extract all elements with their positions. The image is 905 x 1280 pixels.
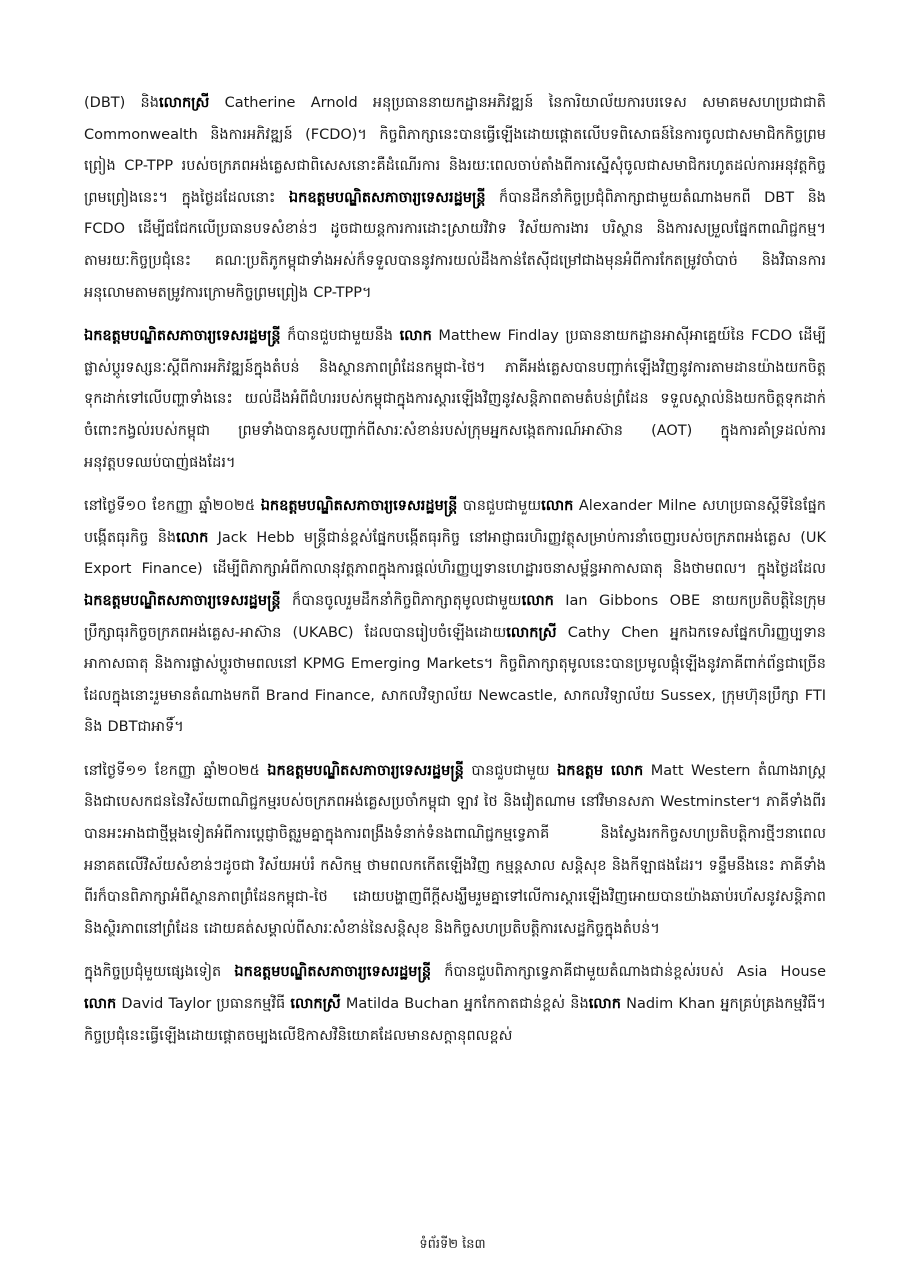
bold-honorific: លោក [541, 498, 574, 515]
bold-honorific: លោកស្រី [290, 996, 341, 1013]
body-paragraph [84, 321, 826, 479]
bold-honorific: លោក [84, 996, 117, 1013]
paragraph-text: Cathy Chen អ្នកឯកទេសផ្នែកហិរញ្ញប្បទានអាកាសធាតុ និងការផ្លាស់ប្ដូរថាមពលនៅ KPMG Emerging Markets។ កិច្ចពិភាក្សាតុមូលនេះបានប្រមូលផ្ដុំឡើងនូវភាគីពាក់ព័ន្ធជាច្រើនដែលក្នុងនោះរួមមានតំណាងមកពី Brand Finance, សាកលវិទ្យាល័យ Newcastle, សាកលវិទ្យាល័យ Sussex, ក្រុមហ៊ុនប្រឹក្សា FTI និង DBTជាអាទិ៍។ [84, 624, 827, 736]
bold-honorific: ឯកឧត្តមបណ្ឌិតសភាចារ្យទេសរដ្ឋមន្ត្រី [234, 964, 432, 981]
bold-honorific: លោកស្រី [506, 624, 557, 641]
paragraph-text: ក្នុងកិច្ចប្រជុំមួយផ្សេងទៀត [84, 964, 235, 981]
document-page [84, 88, 826, 1064]
paragraph-text: Catherine Arnold អនុប្រធាននាយកដ្ឋានអភិវឌ្ឍន៍ នៃការិយាល័យការបរទេស សមាគមសហប្រជាជាតិ Commonwealth និងការអភិវឌ្ឍន៍ (FCDO)។ កិច្ចពិភាក្សានេះបានធ្វើឡើងដោយផ្ដោតលើបទពិសោធន៍នៃការចូលជាសមាជិកកិច្ចព្រមព្រៀង CP-TPP របស់ចក្រភពអង់គ្លេសជាពិសេសនោះគឺដំណើរការ និងរយៈពេលចាប់តាំងពីការស្នើសុំចូលជាសមាជិករហូតដល់ការអនុវត្តកិច្ចព្រមព្រៀងនេះ។ ក្នុងថ្ងៃដដែលនោះ [84, 95, 826, 206]
paragraph-text: នៅថ្ងៃទី១០ ខែកញ្ញា ឆ្នាំ២០២៥ [84, 498, 261, 515]
paragraph-text: Nadim Khan អ្នកគ្រប់គ្រងកម្មវិធី។ កិច្ចប្រជុំនេះធ្វើឡើងដោយផ្ដោតចម្បងលើឱកាសវិនិយោគដែលមានសក្ដានុពលខ្ពស់ [84, 996, 826, 1044]
bold-honorific: លោក [176, 529, 209, 546]
paragraph-text: Jack Hebb មន្ត្រីជាន់ខ្ពស់ផ្នែកបង្កើតធុរកិច្ច នៅអាជ្ញាធរហិរញ្ញវត្ថុសម្រាប់ការនាំចេញរបស់ចក្រភពអង់គ្លេស (UK Export Finance) ដើម្បីពិភាក្សាអំពីកាលានុវត្តភាពក្នុងការផ្ដល់ហិរញ្ញប្បទានហេដ្ឋារចនាសម្ព័ន្ធអាកាសធាតុ និងថាមពល។ ក្នុងថ្ងៃដដែល [84, 529, 826, 578]
paragraph-text: Ian Gibbons OBE នាយកប្រតិបត្តិនៃក្រុមប្រឹក្សាធុរកិច្ចចក្រភពអង់គ្លេស-អាស៊ាន (UKABC) ដែលបានរៀបចំឡើងដោយ [84, 592, 827, 641]
paragraph-text: បានជួបជាមួយ [457, 498, 542, 515]
paragraph-text: Matt Western តំណាងរាស្ត្រ និងជាបេសកជននៃវិស័យពាណិជ្ជកម្មរបស់ចក្រភពអង់គ្លេសប្រចាំកម្ពុជា ឡាវ ថៃ និងវៀតណាម នៅវិមានសភា Westminster។ ភាគីទាំងពីរបានអះអាងជាថ្មីម្ដងទៀតអំពីការប្ដេជ្ញាចិត្តរួមគ្នាក្នុងការពង្រឹងទំនាក់ទំនងពាណិជ្ជកម្មទ្វេភាគី និងស្វែងរកកិច្ចសហប្រតិបត្តិការថ្មីៗនាពេលអនាគតលើវិស័យសំខាន់ៗដូចជា វិស័យអប់រំ កសិកម្ម ថាមពលកកើតឡើងវិញ កម្មន្តសាល សន្តិសុខ និងកីឡាផងដែរ។ ទន្ទឹមនឹងនេះ ភាគីទាំងពីរក៏បានពិភាក្សាអំពីស្ថានភាពព្រំដែនកម្ពុជា-ថៃ ដោយបង្ហាញពីក្ដីសង្ឃឹមរួមគ្នាទៅលើការស្ដារឡើងវិញអោយបានយ៉ាងឆាប់រហ័សនូវសន្តិភាព និងស្ថិរភាពនៅព្រំដែន ដោយគត់សម្គាល់ពីសារៈសំខាន់នៃសន្តិសុខ និងកិច្ចសហប្រតិបត្តិការសេដ្ឋកិច្ចក្នុងតំបន់។ [84, 762, 826, 937]
body-paragraph [84, 491, 826, 744]
paragraph-text: Matilda Buchan អ្នកកែកាតជាន់ខ្ពស់ និង [340, 996, 589, 1013]
paragraph-text: ក៏បានដឹកនាំកិច្ចប្រជុំពិភាក្សាជាមួយតំណាងមកពី DBT និង FCDO ដើម្បីជជែកលើប្រធានបទសំខាន់ៗ ដូចជាយន្តការការដោះស្រាយវិវាទ វិស័យការងារ បរិស្ថាន និងការសម្រួលផ្នែកពាណិជ្ជកម្ម។ តាមរយៈកិច្ចប្រជុំនេះ គណៈប្រតិភូកម្ពុជាទាំងអស់ក៏ទទួលបាននូវការយល់ដឹងកាន់តែស៊ីជម្រៅជាងមុនអំពីការកែតម្រូវចាំបាច់ និងវិធានការអនុលោមតាមតម្រូវការក្រោមកិច្ចព្រមព្រៀង CP-TPP។ [84, 189, 826, 301]
paragraph-text: នៅថ្ងៃទី១១ ខែកញ្ញា ឆ្នាំ២០២៥ [84, 762, 268, 779]
paragraph-text: Alexander Milne សហប្រធានស្ដីទីនៃផ្នែកបង្កើតធុរកិច្ច និង [84, 498, 826, 546]
bold-honorific: លោក [399, 328, 432, 345]
paragraph-text: ក៏បានជួបជាមួយនឹង [280, 328, 400, 345]
bold-honorific: ឯកឧត្តមបណ្ឌិតសភាចារ្យទេសរដ្ឋមន្ត្រី [84, 592, 281, 609]
bold-honorific: ឯកឧត្តមបណ្ឌិតសភាចារ្យទេសរដ្ឋមន្ត្រី [267, 762, 464, 779]
paragraph-text: Matthew Findlay ប្រធាននាយកដ្ឋានអាស៊ីអាគ្នេយ៍នៃ FCDO ដើម្បីផ្លាស់ប្ដូរទស្សនៈស្ដីពីការអភិវឌ្ឍន៍ក្នុងតំបន់ និងស្ថានភាពព្រំដែនកម្ពុជា-ថៃ។ ភាគីអង់គ្លេសបានបញ្ជាក់ឡើងវិញនូវការតាមដានយ៉ាងយកចិត្តទុកដាក់ទៅលើបញ្ហាទាំងនេះ យល់ដឹងអំពីជំហររបស់កម្ពុជាក្នុងការស្ដារឡើងវិញនូវសន្តិភាពតាមតំបន់ព្រំដែន ទទួលស្គាល់និងយកចិត្តទុកដាក់ចំពោះកង្វល់របស់កម្ពុជា ព្រមទាំងបានគូសបញ្ជាក់ពីសារៈសំខាន់របស់ក្រុមអ្នកសង្កេតការណ៍អាស៊ាន (AOT) ក្នុងការគាំទ្រដល់ការអនុវត្តបទឈប់បាញ់ផងដែរ។ [84, 328, 826, 471]
paragraph-text: ក៏បានចូលរួមដឹកនាំកិច្ចពិភាក្សាតុមូលជាមួយ [280, 592, 522, 609]
bold-honorific: លោក [588, 996, 621, 1013]
paragraph-text: ក៏បានជួបពិភាក្សាទ្វេភាគីជាមួយតំណាងជាន់ខ្ពស់របស់ Asia House [431, 964, 826, 981]
paragraph-text: (DBT) និង [84, 95, 159, 111]
body-paragraph [84, 88, 826, 309]
bold-honorific: លោក [521, 592, 554, 609]
bold-honorific: ឯកឧត្តមបណ្ឌិតសភាចារ្យទេសរដ្ឋមន្ត្រី [260, 498, 458, 515]
paragraph-text: David Taylor ប្រធានកម្មវិធី [116, 996, 291, 1013]
body-paragraph [84, 756, 826, 946]
bold-honorific: លោកស្រី [158, 95, 210, 111]
bold-honorific: ឯកឧត្តមបណ្ឌិតសភាចារ្យទេសរដ្ឋមន្ត្រី [288, 189, 486, 206]
body-paragraph [84, 957, 826, 1052]
bold-honorific: ឯកឧត្តម លោក [557, 762, 644, 779]
bold-honorific: ឯកឧត្តមបណ្ឌិតសភាចារ្យទេសរដ្ឋមន្ត្រី [84, 328, 281, 345]
paragraph-text: បានជួបជាមួយ [463, 762, 558, 779]
page-number-footer: ទំព័រទី២ នៃ៣ [419, 1237, 486, 1252]
